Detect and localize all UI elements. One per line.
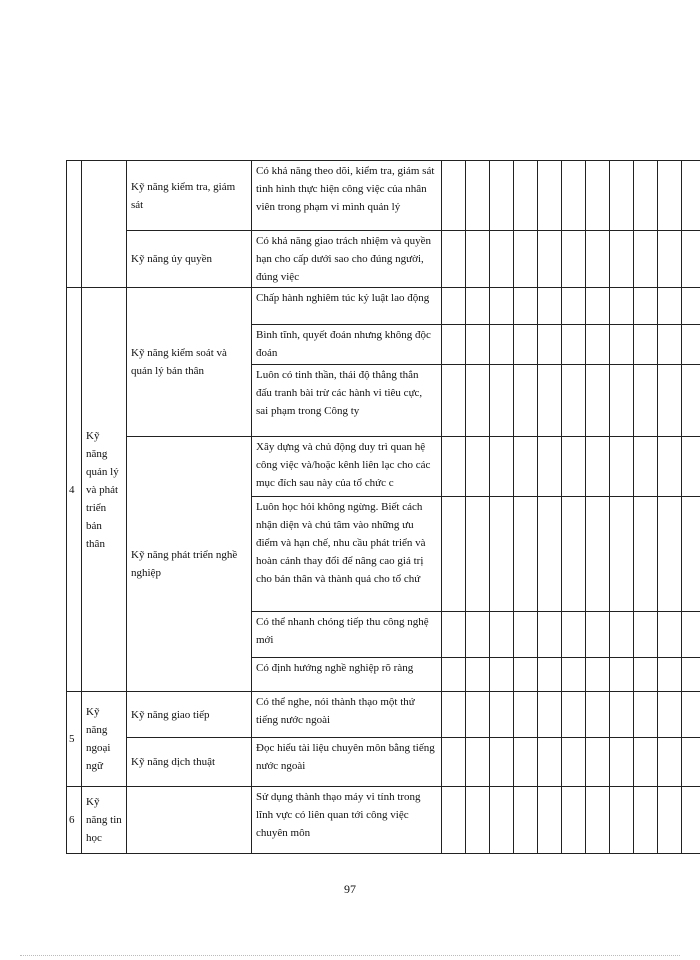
rating-cell [466,497,490,612]
rating-cell [658,612,682,658]
rating-cell [562,288,586,325]
rating-cell [490,161,514,231]
rating-cell [538,437,562,497]
rating-cell [538,497,562,612]
rating-cell [442,231,466,288]
rating-cell [490,497,514,612]
rating-cell [442,161,466,231]
rating-cell [490,325,514,365]
group-number: 4 [67,288,82,692]
rating-cell [562,612,586,658]
rating-cell [610,365,634,437]
rating-cell [514,437,538,497]
criterion-description: Xây dựng và chủ động duy trì quan hệ công việc và/hoặc kênh liên lạc cho các mục đích sau này của tổ chức c [252,437,442,497]
rating-cell [682,658,700,692]
criterion-description: Luôn học hỏi không ngừng. Biết cách nhận diện và chú tâm vào những ưu điểm và hạn chế, nhu cầu phát triển và hoàn cảnh thay đổi để nâng cao giá trị cho bản thân và thành quả cho tổ chứ [252,497,442,612]
rating-cell [586,612,610,658]
rating-cell [586,437,610,497]
rating-cell [634,612,658,658]
group-number: 6 [67,787,82,854]
rating-cell [466,325,490,365]
rating-cell [538,365,562,437]
rating-cell [538,692,562,738]
rating-cell [538,288,562,325]
rating-cell [490,692,514,738]
rating-cell [538,231,562,288]
rating-cell [658,288,682,325]
rating-cell [658,497,682,612]
rating-cell [538,325,562,365]
rating-cell [514,612,538,658]
rating-cell [610,692,634,738]
rating-cell [658,787,682,854]
rating-cell [466,365,490,437]
criterion-description: Luôn có tinh thần, thái độ thẳng thắn đấu tranh bài trừ các hành vi tiêu cực, sai phạm trong Công ty [252,365,442,437]
page-number: 97 [344,882,356,896]
rating-cell [514,738,538,787]
rating-cell [442,497,466,612]
rating-cell [610,161,634,231]
rating-cell [562,692,586,738]
rating-cell [466,612,490,658]
rating-cell [682,437,700,497]
rating-cell [538,787,562,854]
table-row [67,738,700,787]
rating-cell [466,787,490,854]
rating-cell [442,612,466,658]
table-row [67,787,700,854]
rating-cell [442,365,466,437]
rating-cell [466,231,490,288]
rating-cell [466,738,490,787]
rating-cell [514,497,538,612]
skill-name: Kỹ năng kiểm soát và quản lý bản thân [127,288,252,437]
rating-cell [658,692,682,738]
rating-cell [562,161,586,231]
rating-cell [514,325,538,365]
skill-name: Kỹ năng ủy quyền [127,231,252,288]
group-title: Kỹ năng quản lý và phát triển bản thân [82,288,127,692]
criterion-description: Có định hướng nghề nghiệp rõ ràng [252,658,442,692]
rating-cell [586,365,610,437]
group-title: Kỹ năng ngoại ngữ [82,692,127,787]
rating-cell [610,288,634,325]
rating-cell [466,161,490,231]
rating-cell [658,161,682,231]
rating-cell [490,231,514,288]
rating-cell [562,437,586,497]
rating-cell [586,231,610,288]
rating-cell [610,612,634,658]
criterion-description: Bình tĩnh, quyết đoán nhưng không độc đoán [252,325,442,365]
rating-cell [586,497,610,612]
rating-cell [586,161,610,231]
rating-cell [634,692,658,738]
rating-cell [562,658,586,692]
rating-cell [610,437,634,497]
criterion-description: Có thể nhanh chóng tiếp thu công nghệ mới [252,612,442,658]
skills-assessment-table [66,160,700,854]
rating-cell [682,288,700,325]
rating-cell [490,437,514,497]
rating-cell [682,365,700,437]
rating-cell [490,738,514,787]
skill-name: Kỹ năng phát triển nghề nghiệp [127,437,252,692]
rating-cell [682,325,700,365]
rating-cell [562,365,586,437]
rating-cell [490,288,514,325]
skill-name: Kỹ năng giao tiếp [127,692,252,738]
rating-cell [490,365,514,437]
rating-cell [658,365,682,437]
criterion-description: Sử dụng thành thạo máy vi tính trong lĩnh vực có liên quan tới công việc chuyên môn [252,787,442,854]
group-number: 5 [67,692,82,787]
rating-cell [682,161,700,231]
table-row [67,161,700,231]
rating-cell [610,787,634,854]
rating-cell [562,497,586,612]
group-title [82,161,127,288]
rating-cell [514,658,538,692]
rating-cell [442,692,466,738]
rating-cell [490,612,514,658]
criterion-description: Đọc hiểu tài liệu chuyên môn bằng tiếng nước ngoài [252,738,442,787]
table-row [67,692,700,738]
rating-cell [514,692,538,738]
rating-cell [586,738,610,787]
rating-cell [514,161,538,231]
rating-cell [490,658,514,692]
table-row [67,231,700,288]
rating-cell [466,658,490,692]
criterion-description: Chấp hành nghiêm túc kỷ luật lao động [252,288,442,325]
rating-cell [634,161,658,231]
criterion-description: Có thể nghe, nói thành thạo một thứ tiếng nước ngoài [252,692,442,738]
rating-cell [562,738,586,787]
rating-cell [610,497,634,612]
rating-cell [442,437,466,497]
criterion-description: Có khả năng giao trách nhiệm và quyền hạn cho cấp dưới sao cho đúng người, đúng việc [252,231,442,288]
rating-cell [442,288,466,325]
rating-cell [466,437,490,497]
rating-cell [514,365,538,437]
rating-cell [466,288,490,325]
rating-cell [586,787,610,854]
rating-cell [634,497,658,612]
rating-cell [658,658,682,692]
rating-cell [658,325,682,365]
rating-cell [634,738,658,787]
rating-cell [634,437,658,497]
rating-cell [586,692,610,738]
rating-cell [682,738,700,787]
rating-cell [634,787,658,854]
rating-cell [538,612,562,658]
rating-cell [682,231,700,288]
rating-cell [538,658,562,692]
rating-cell [586,288,610,325]
rating-cell [682,692,700,738]
rating-cell [490,787,514,854]
rating-cell [634,288,658,325]
rating-cell [610,738,634,787]
rating-cell [658,738,682,787]
rating-cell [514,231,538,288]
rating-cell [442,738,466,787]
rating-cell [514,787,538,854]
rating-cell [538,738,562,787]
rating-cell [682,497,700,612]
rating-cell [442,325,466,365]
rating-cell [634,231,658,288]
rating-cell [538,161,562,231]
criterion-description: Có khả năng theo dõi, kiểm tra, giám sát tình hình thực hiện công việc của nhân viên trong phạm vi mình quản lý [252,161,442,231]
rating-cell [466,692,490,738]
rating-cell [562,787,586,854]
group-title: Kỹ năng tin học [82,787,127,854]
rating-cell [610,658,634,692]
rating-cell [634,365,658,437]
rating-cell [562,231,586,288]
rating-cell [442,787,466,854]
table-row [67,288,700,325]
rating-cell [658,231,682,288]
skill-name: Kỹ năng dịch thuật [127,738,252,787]
rating-cell [610,231,634,288]
rating-cell [682,612,700,658]
rating-cell [634,658,658,692]
rating-cell [634,325,658,365]
rating-cell [610,325,634,365]
rating-cell [586,658,610,692]
table-row [67,437,700,497]
rating-cell [658,437,682,497]
rating-cell [514,288,538,325]
group-number [67,161,82,288]
rating-cell [682,787,700,854]
rating-cell [586,325,610,365]
rating-cell [442,658,466,692]
skill-name [127,787,252,854]
skill-name: Kỹ năng kiểm tra, giám sát [127,161,252,231]
page-divider [20,955,680,956]
rating-cell [562,325,586,365]
